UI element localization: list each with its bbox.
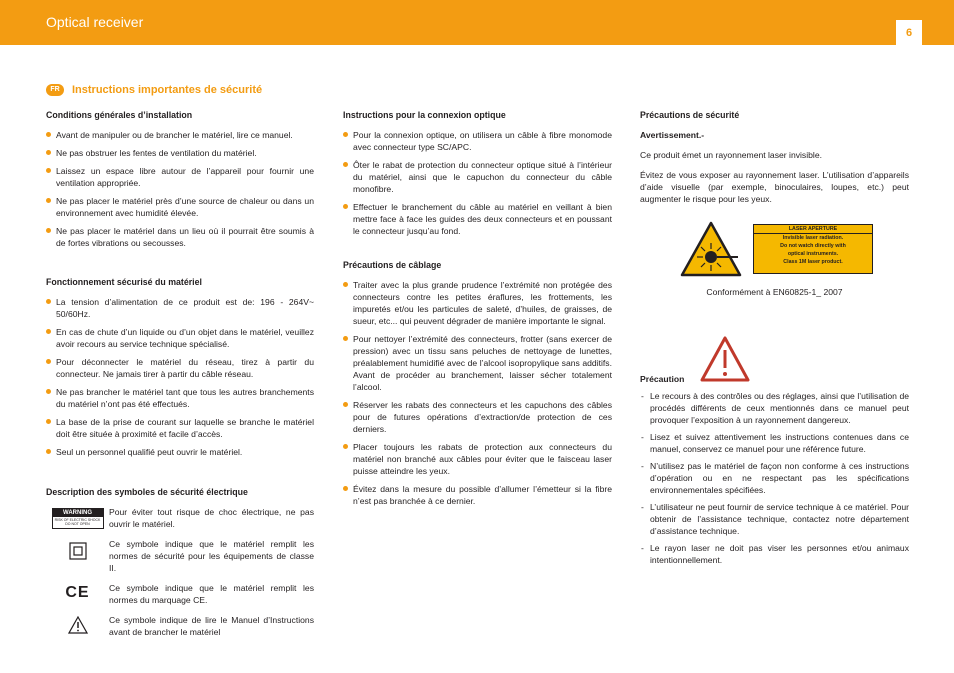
symbol-row-ce: CE Ce symbole indique que le matériel remplit les normes du marquage CE. [65,583,314,605]
laser-warning-area [680,221,880,277]
column-left [46,109,314,646]
laser-aperture-label: LASER APERTURE Invisible laser radiation. Do not watch directly with optical instruments. Class 1M laser product. [753,224,873,274]
safe-operation-list [46,296,314,458]
precaution-title: Précaution [640,374,685,384]
list-item: Ne pas obstruer les fentes de ventilation du matériel. [46,147,314,159]
symbol-row-warning: WARNING RISK OF ELECTRIC SHOCK DO NOT OPEN Pour éviter tout risque de choc électrique, ne pas ouvrir le matériel. [46,506,314,530]
safe-operation-title: Fonctionnement sécurisé du matériel [46,277,202,287]
page-header [0,0,954,45]
safety-precautions-title: Précautions de sécurité [640,110,740,120]
caution-triangle-icon [68,616,88,634]
laser-hazard-icon [680,221,742,277]
symbol-row-class2: Ce symbole indique que le matériel remplit les normes de sécurité pour les équipements de classe II. [46,538,314,574]
list-item: Laissez un espace libre autour de l’appareil pour fournir une ventilation appropriée. [46,165,314,189]
list-item: En cas de chute d’un liquide ou d’un objet dans le matériel, veuillez avoir recours au service technique spécialisé. [46,326,314,350]
language-badge: FR [46,84,64,96]
symbol-row-manual: Ce symbole indique de lire le Manuel d’Instructions avant de brancher le matériel [46,614,314,638]
conformity-text: Conformément à EN60825-1_ 2007 [706,287,843,297]
warning-title: Avertissement.- [640,130,705,140]
optical-connection-list [343,129,612,237]
list-item: Seul un personnel qualifié peut ouvrir le matériel. [46,446,314,458]
list-item: Ne pas brancher le matériel tant que tous les autres branchements du matériel n’ont pas été effectués. [46,386,314,410]
list-item: Ôter le rabat de protection du connecteur optique situé à l’intérieur du matériel, ainsi que le capuchon du connecteur du câble monofibre. [343,159,612,195]
list-item: - Le recours à des contrôles ou des réglages, ainsi que l’utilisation de procédés différents de ceux mentionnés dans ce manuel peut provoquer l’exposition à un rayonnement dangereux. [640,390,909,426]
warning-text-2: Évitez de vous exposer au rayonnement laser. L’utilisation d’appareils d’aide visuelle (par exemple, binoculaires, loupes, etc.) peut augmenter le risque pour les yeux. [640,170,909,204]
symbols-title: Description des symboles de sécurité électrique [46,487,248,497]
general-conditions-list [46,129,314,249]
list-item: - L’utilisateur ne peut fournir de service technique à ce matériel. Pour obtenir de l’assistance technique, contactez notre département d’assistance technique. [640,501,909,537]
list-item: Placer toujours les rabats de protection aux connecteurs du matériel non branché aux câbles pour éviter que le faisceau laser puisse atteindre les yeux. [343,441,612,477]
list-item: Ne pas placer le matériel près d’une source de chaleur ou dans un environnement avec humidité élevée. [46,195,314,219]
list-item: La tension d’alimentation de ce produit est de: 196 - 264V~ 50/60Hz. [46,296,314,320]
precaution-block [640,373,909,571]
list-item: - Lisez et suivez attentivement les instructions contenues dans ce manuel, conservez ce manuel pour une référence future. [640,431,909,455]
cabling-title: Précautions de câblage [343,260,442,270]
list-item: Traiter avec la plus grande prudence l’extrémité non protégée des connecteurs contre les petites éraflures, les frottements, les impuretés et/ou les particules de saleté, d’huiles, de graisses, de sueur, etc... qui peuvent dégrader de manière importante le signal. [343,279,612,327]
list-item: Réserver les rabats des connecteurs et les capuchons des câbles pour de futures opérations d’extraction/de protection de ces derniers. [343,399,612,435]
page-number: 6 [896,20,922,46]
list-item: Pour déconnecter le matériel du réseau, tirez à partir du connecteur. Ne jamais tirer à partir du câble réseau. [46,356,314,380]
ce-mark-icon: CE [65,584,90,601]
list-item: Pour la connexion optique, on utilisera un câble à fibre monomode avec connecteur type SC/APC. [343,129,612,153]
column-right [640,109,909,213]
header-title: Optical receiver [46,14,144,30]
list-item: La base de la prise de courant sur laquelle se branche le matériel doit être située à proximité et facile d’accès. [46,416,314,440]
optical-connection-title: Instructions pour la connexion optique [343,110,506,120]
cabling-list [343,279,612,507]
list-item: Effectuer le branchement du câble au matériel en veillant à bien mettre face à face les guides des deux connecteurs et en poussant le connecteur jusqu’au fond. [343,201,612,237]
general-conditions-title: Conditions générales d’installation [46,110,193,120]
section-heading [46,84,262,96]
list-item: Ne pas placer le matériel dans un lieu où il pourrait être soumis à de fortes vibrations ou secousses. [46,225,314,249]
precaution-list [640,390,909,566]
shock-warning-icon: WARNING RISK OF ELECTRIC SHOCK DO NOT OPEN [52,508,104,529]
list-item: Évitez dans la mesure du possible d’allumer l’émetteur si la fibre n’est pas branchée à ce dernier. [343,483,612,507]
section-title: Instructions importantes de sécurité [72,84,263,96]
list-item: - N’utilisez pas le matériel de façon non conforme à ces instructions d’opération ou en ne respectant pas les spécifications environnementales spécifiées. [640,460,909,496]
list-item: Pour nettoyer l’extrémité des connecteurs, frotter (sans exercer de pression) avec un tissu sans peluches de nettoyage de lunettes, préalablement humidifié avec de l’alcool isopropylique sans additifs. Avant de procéder au branchement, laisser sécher totalement l’alcool. [343,333,612,393]
list-item: Avant de manipuler ou de brancher le matériel, lire ce manuel. [46,129,314,141]
class-ii-icon [69,542,87,560]
column-middle [343,109,612,513]
warning-text-1: Ce produit émet un rayonnement laser invisible. [640,150,822,160]
list-item: - Le rayon laser ne doit pas viser les personnes et/ou animaux intentionnellement. [640,542,909,566]
